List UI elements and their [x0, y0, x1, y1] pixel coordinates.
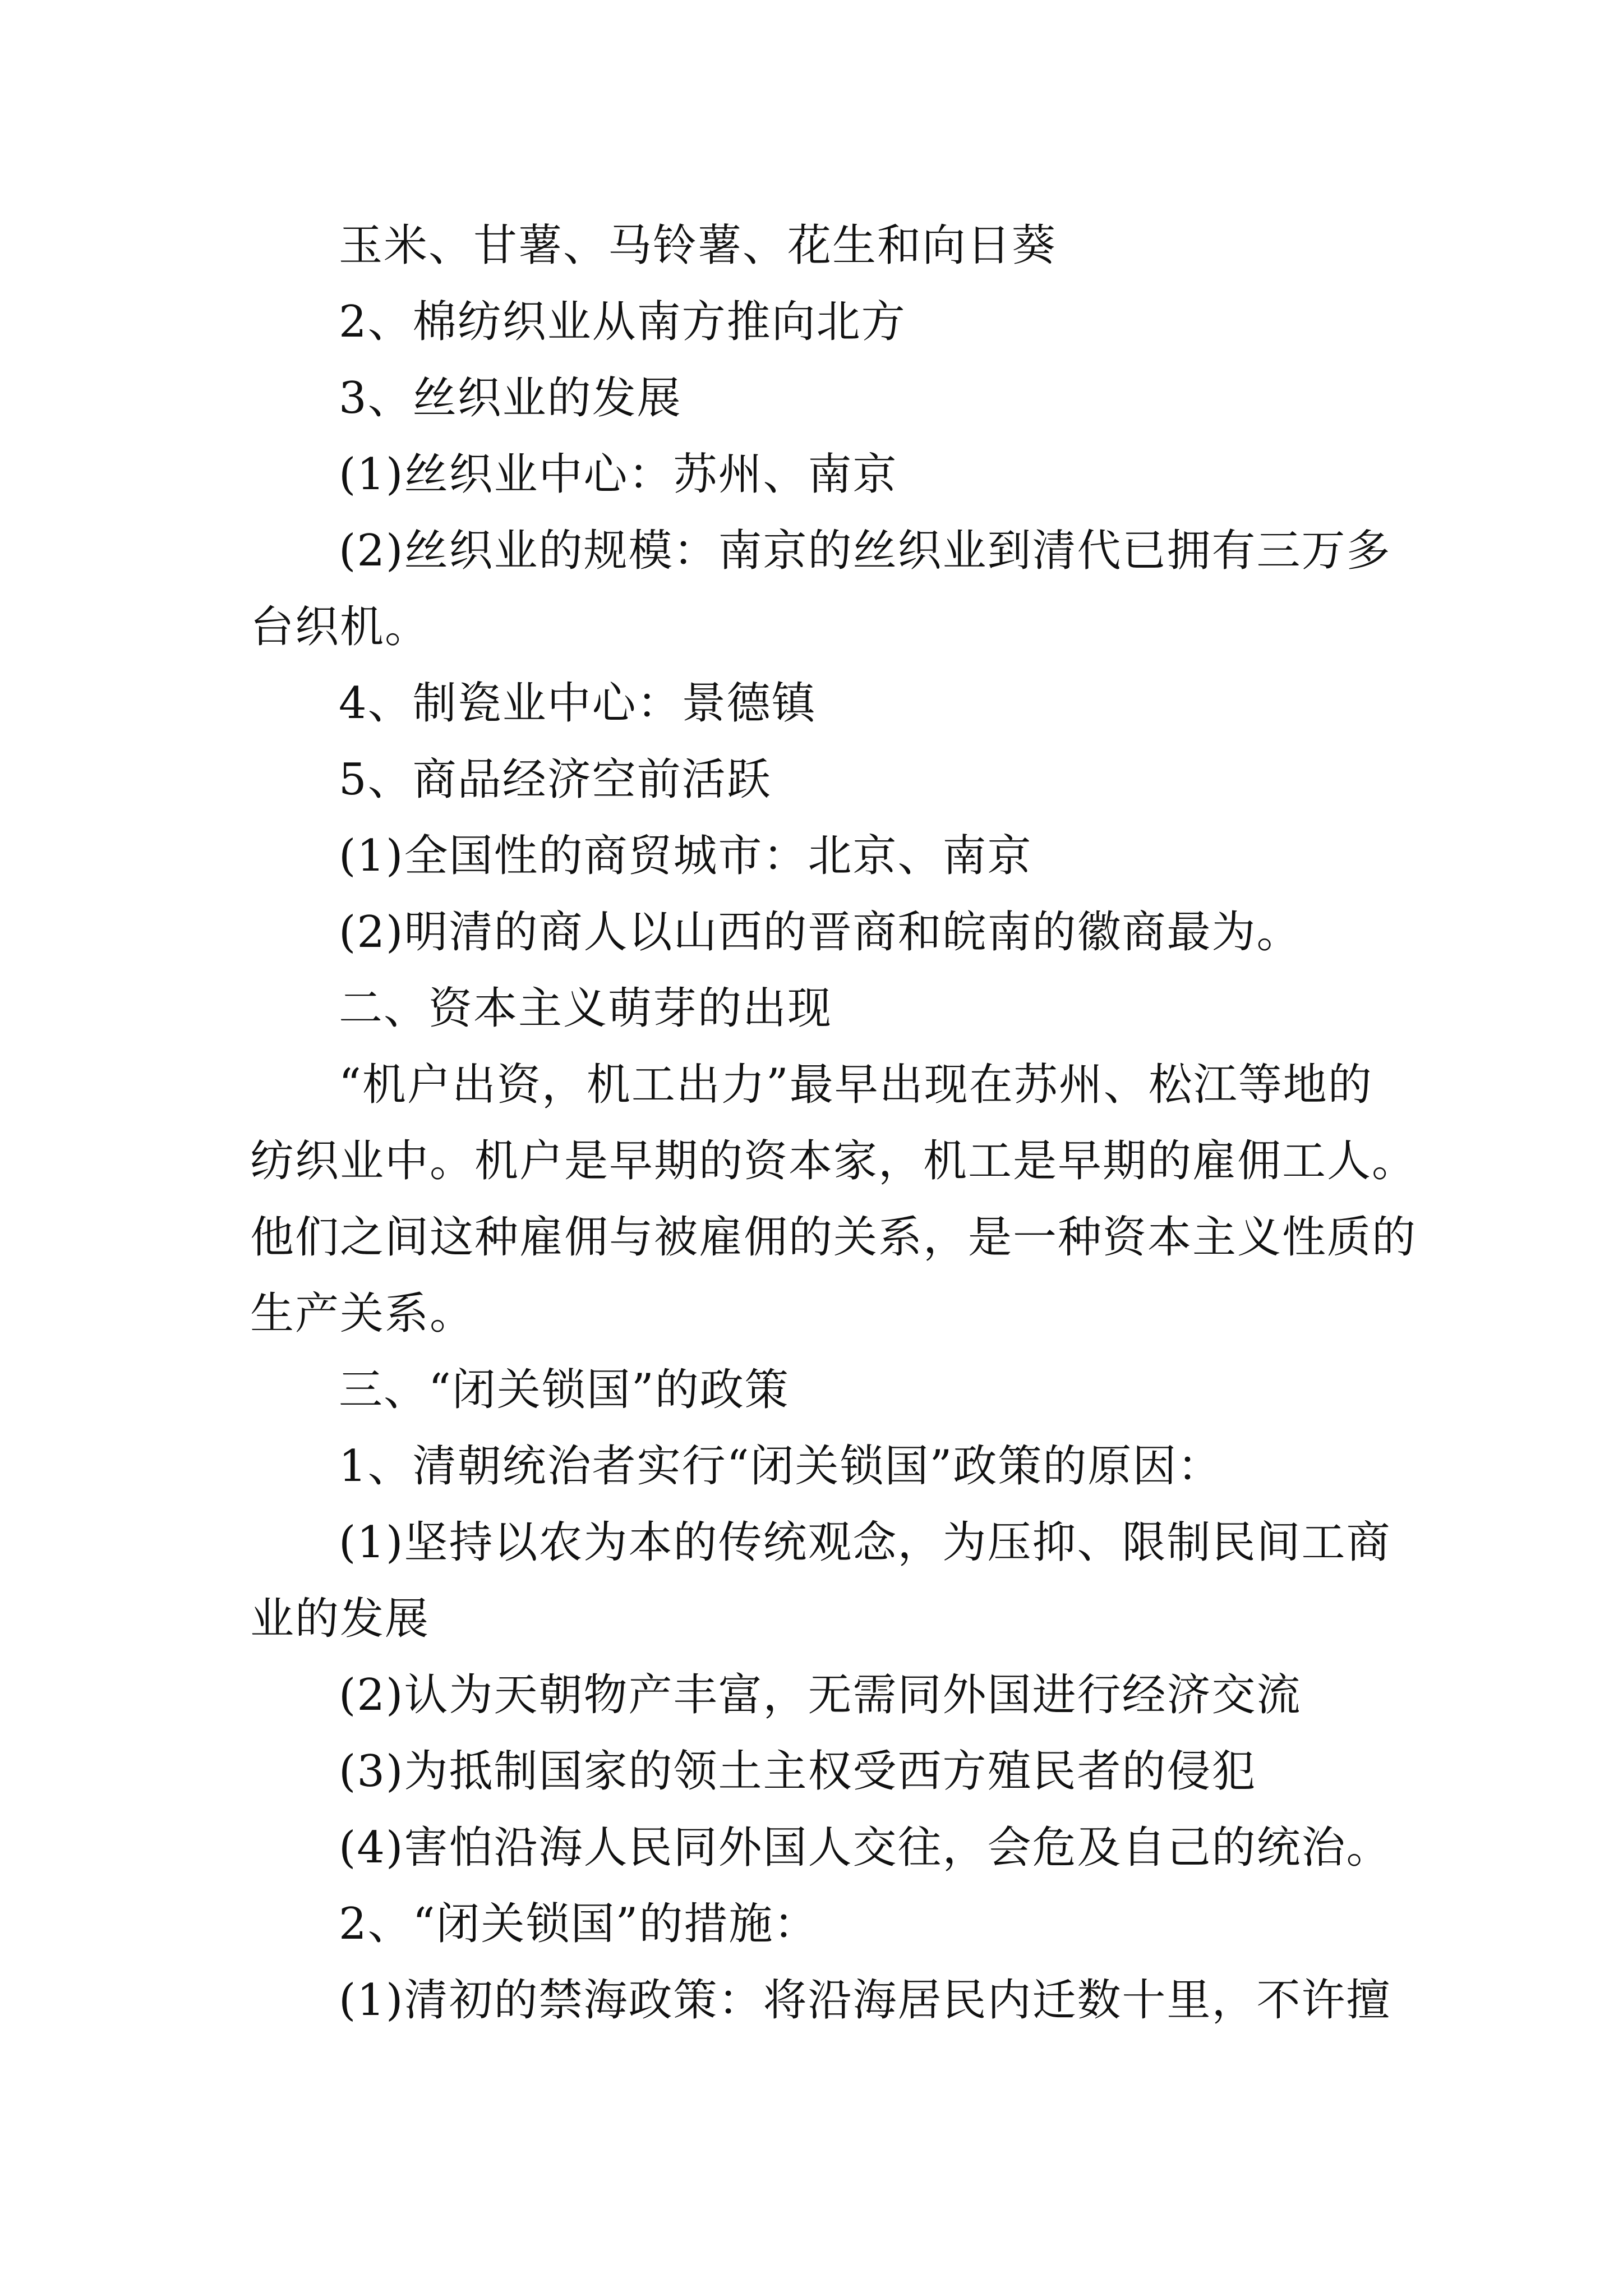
text-line: (1)坚持以农为本的传统观念，为压抑、限制民间工商 [339, 1517, 1391, 1568]
text-line: 4、制瓷业中心：景德镇 [339, 678, 817, 729]
section-heading: 5、商品经济空前活跃 [339, 754, 772, 805]
paragraph-line: “机户出资，机工出力”最早出现在苏州、松江等地的 [339, 1060, 1373, 1110]
section-heading: 3、丝织业的发展 [339, 373, 682, 424]
text-line: (3)为抵制国家的领土主权受西方殖民者的侵犯 [339, 1746, 1257, 1797]
text-line: (2)明清的商人以山西的晋商和皖南的徽商最为。 [339, 907, 1302, 958]
text-line: 玉米、甘薯、马铃薯、花生和向日葵 [339, 220, 1057, 271]
document-body [250, 208, 1417, 2039]
paragraph-line-continuation: 纺织业中。机户是早期的资本家，机工是早期的雇佣工人。 [250, 1136, 1417, 1186]
paragraph-line-continuation: 他们之间这种雇佣与被雇佣的关系，是一种资本主义性质的 [250, 1212, 1417, 1263]
chapter-heading: 三、“闭关锁国”的政策 [339, 1365, 790, 1415]
section-heading: 2、“闭关锁国”的措施： [339, 1899, 819, 1949]
text-line: (2)认为天朝物产丰富，无需同外国进行经济交流 [339, 1670, 1302, 1720]
section-heading: 1、清朝统治者实行“闭关锁国”政策的原因： [339, 1441, 1223, 1492]
text-line: (4)害怕沿海人民同外国人交往，会危及自己的统治。 [339, 1823, 1391, 1873]
text-line-continuation: 台织机。 [250, 602, 430, 652]
text-line: (1)清初的禁海政策：将沿海居民内迁数十里，不许擅 [339, 1975, 1391, 2026]
text-line: 2、棉纺织业从南方推向北方 [339, 297, 906, 347]
chapter-heading: 二、资本主义萌芽的出现 [339, 983, 833, 1034]
text-line: (1)丝织业中心：苏州、南京 [339, 449, 898, 500]
text-line: (1)全国性的商贸城市：北京、南京 [339, 831, 1032, 881]
text-line: (2)丝织业的规模：南京的丝织业到清代已拥有三万多 [339, 526, 1391, 576]
text-line-continuation: 业的发展 [250, 1594, 430, 1644]
paragraph-line-continuation: 生产关系。 [250, 1289, 475, 1339]
